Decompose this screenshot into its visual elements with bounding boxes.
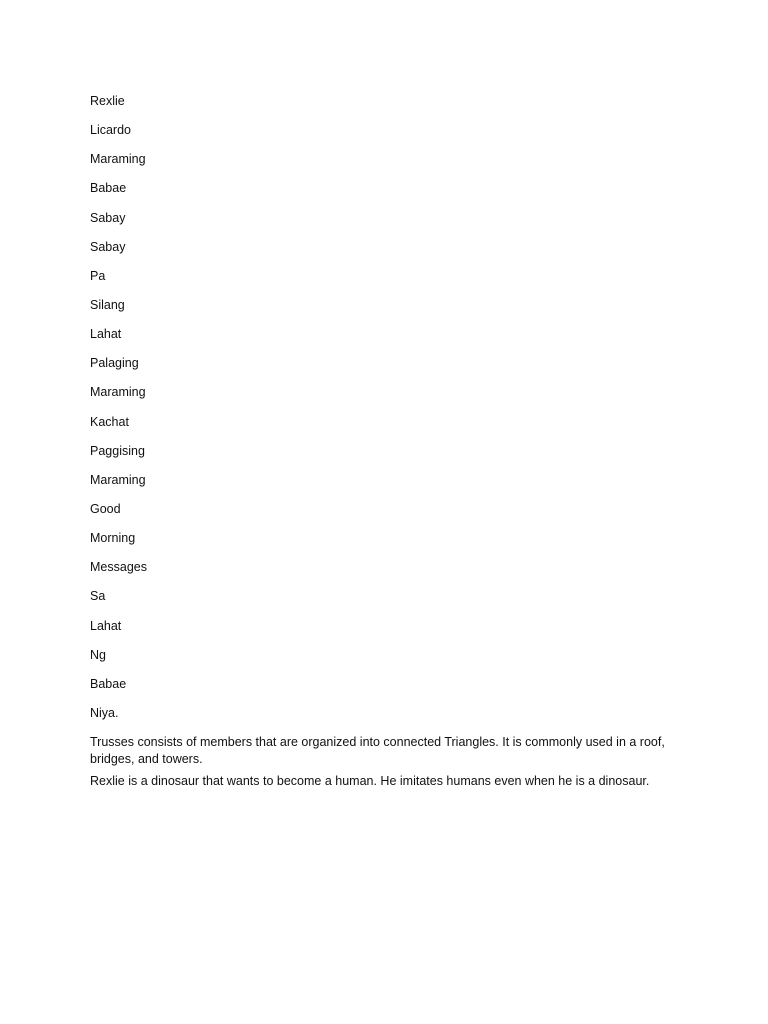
word-line: Babae [90,676,127,691]
word-line: Ng [90,647,106,662]
word-line: Good [90,501,121,516]
word-line: Lahat [90,618,122,633]
paragraph-trusses: Trusses consists of members that are organized into connected Triangles. It is commonly used in a roof, bridges, and towers. [90,735,665,767]
word-line: Maraming [90,472,146,487]
word-line: Silang [90,297,125,312]
word-line: Maraming [90,385,146,400]
word-line: Sabay [90,210,126,225]
word-line: Sabay [90,239,126,254]
paragraph-rexlie: Rexlie is a dinosaur that wants to become a human. He imitates humans even when he is a dinosaur. [90,774,650,789]
word-line: Pa [90,268,106,283]
word-line: Kachat [90,414,129,429]
word-list [90,93,690,721]
word-line: Maraming [90,152,146,167]
word-line: Paggising [90,443,145,458]
word-line: Rexlie [90,94,125,108]
word-line: Morning [90,531,136,546]
word-line: Niya. [90,705,119,720]
word-line: Messages [90,560,147,575]
word-line: Lahat [90,327,122,342]
word-line: Licardo [90,123,131,138]
word-line: Palaging [90,356,139,371]
word-line: Babae [90,181,127,196]
document-page [90,93,690,795]
word-line: Sa [90,589,106,604]
